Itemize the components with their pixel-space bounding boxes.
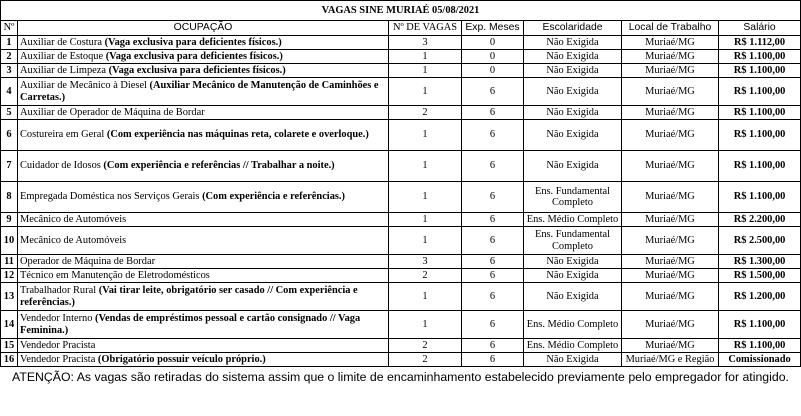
col-header-local: Local de Trabalho [622,21,719,36]
salary: R$ 1.100,00 [719,151,801,182]
occupation-notes: (Vaga exclusiva para deficientes físicos.) [108,64,286,76]
work-location: Muriaé/MG [622,182,719,213]
work-location: Muriaé/MG [622,50,719,64]
salary: R$ 1.100,00 [719,78,801,106]
row-number: 10 [1,227,18,255]
table-row [1,106,801,120]
education-level: Ens. Fundamental Completo [524,182,622,213]
work-location: Muriaé/MG [622,339,719,353]
col-header-salario: Salário [719,21,801,36]
occupation-cell [18,213,389,227]
table-row [1,182,801,213]
row-number: 11 [1,255,18,269]
work-location: Muriaé/MG [622,64,719,78]
vacancies-count: 1 [389,120,462,151]
salary: R$ 1.500,00 [719,269,801,283]
table-row [1,283,801,311]
salary: R$ 1.100,00 [719,120,801,151]
row-number: 1 [1,36,18,50]
table-row [1,227,801,255]
occupation-name: Empregada Doméstica nos Serviços Gerais [20,191,203,203]
row-number: 13 [1,283,18,311]
occupation-name: Auxiliar de Estoque [20,50,106,62]
table-row [1,120,801,151]
experience-months: 6 [462,339,524,353]
salary: R$ 1.200,00 [719,283,801,311]
occupation-cell [18,50,389,64]
table-row [1,151,801,182]
table-row [1,353,801,367]
vacancies-count: 2 [389,339,462,353]
occupation-notes: (Com experiência e referências // Trabalhar a noite.) [103,160,335,172]
education-level: Ens. Médio Completo [524,339,622,353]
experience-months: 6 [462,120,524,151]
salary: R$ 1.112,00 [719,36,801,50]
occupation-notes: (Com experiência nas máquinas reta, colarete e overloque.) [106,129,369,141]
occupation-notes: (Auxiliar Mecânico de Manutenção de Caminhões e Carretas.) [20,80,379,103]
row-number: 7 [1,151,18,182]
row-number: 6 [1,120,18,151]
row-number: 15 [1,339,18,353]
occupation-cell [18,269,389,283]
occupation-cell [18,36,389,50]
table-row [1,255,801,269]
vacancies-count: 3 [389,36,462,50]
table-row [1,36,801,50]
occupation-cell [18,120,389,151]
occupation-cell [18,227,389,255]
salary: R$ 1.100,00 [719,64,801,78]
row-number: 8 [1,182,18,213]
occupation-notes: (Com experiência e referências.) [202,191,345,203]
occupation-cell [18,182,389,213]
work-location: Muriaé/MG [622,283,719,311]
salary: R$ 2.500,00 [719,227,801,255]
vacancies-count: 3 [389,255,462,269]
occupation-cell [18,255,389,269]
experience-months: 6 [462,106,524,120]
col-header-escolaridade: Escolaridade [524,21,622,36]
education-level: Não Exigida [524,50,622,64]
occupation-name: Vendedor Pracista [20,339,96,351]
education-level: Não Exigida [524,151,622,182]
experience-months: 6 [462,182,524,213]
occupation-cell [18,106,389,120]
work-location: Muriaé/MG [622,151,719,182]
occupation-name: Auxiliar de Costura [20,36,105,48]
vacancies-count: 2 [389,106,462,120]
occupation-notes: (Vai tirar leite, obrigatório ser casado // Com experiência e referências.) [20,285,358,308]
vacancies-count: 1 [389,50,462,64]
experience-months: 6 [462,213,524,227]
education-level: Não Exigida [524,269,622,283]
table-body [1,36,801,367]
work-location: Muriaé/MG [622,106,719,120]
occupation-cell [18,78,389,106]
title-row [1,1,801,21]
education-level: Não Exigida [524,36,622,50]
vacancies-count: 1 [389,78,462,106]
education-level: Não Exigida [524,106,622,120]
occupation-name: Costureira em Geral [20,129,107,141]
experience-months: 6 [462,311,524,339]
table-row [1,64,801,78]
table-row [1,213,801,227]
occupation-name: Mecânico de Automóveis [20,234,127,246]
table-row [1,311,801,339]
education-level: Ens. Médio Completo [524,213,622,227]
salary: R$ 1.300,00 [719,255,801,269]
education-level: Não Exigida [524,283,622,311]
occupation-name: Auxiliar de Mecânico à Diesel [20,80,150,91]
experience-months: 6 [462,78,524,106]
salary: R$ 1.100,00 [719,182,801,213]
occupation-name: Vendedor Interno [20,313,96,324]
education-level: Não Exigida [524,64,622,78]
table-row [1,339,801,353]
occupation-cell [18,283,389,311]
experience-months: 6 [462,255,524,269]
row-number: 14 [1,311,18,339]
work-location: Muriaé/MG [622,311,719,339]
experience-months: 0 [462,64,524,78]
vacancies-count: 1 [389,213,462,227]
row-number: 5 [1,106,18,120]
table-row [1,78,801,106]
col-header-exp: Exp. Meses [462,21,524,36]
occupation-name: Técnico em Manutenção de Eletrodomésticos [20,269,210,281]
work-location: Muriaé/MG [622,120,719,151]
experience-months: 6 [462,353,524,367]
experience-months: 6 [462,227,524,255]
occupation-name: Trabalhador Rural [20,285,99,296]
vacancies-count: 1 [389,64,462,78]
experience-months: 0 [462,50,524,64]
occupation-name: Auxiliar de Operador de Máquina de Bordar [20,106,205,118]
occupation-cell [18,64,389,78]
work-location: Muriaé/MG [622,36,719,50]
table-row [1,50,801,64]
work-location: Muriaé/MG [622,78,719,106]
occupation-name: Operador de Máquina de Bordar [20,255,156,267]
education-level: Não Exigida [524,255,622,269]
occupation-notes: (Obrigatório possuir veículo próprio.) [97,353,266,365]
occupation-notes: (Vaga exclusiva para deficientes físicos.) [105,50,283,62]
row-number: 2 [1,50,18,64]
experience-months: 0 [462,36,524,50]
row-number: 16 [1,353,18,367]
education-level: Ens. Fundamental Completo [524,227,622,255]
salary: R$ 2.200,00 [719,213,801,227]
vacancies-count: 1 [389,283,462,311]
education-level: Não Exigida [524,120,622,151]
work-location: Muriaé/MG [622,213,719,227]
occupation-notes: (Vendas de empréstimos pessoal e cartão consignado // Vaga Feminina.) [20,313,361,336]
page-title: VAGAS SINE MURIAÉ 05/08/2021 [1,1,801,21]
salary: Comissionado [719,353,801,367]
work-location: Muriaé/MG [622,269,719,283]
row-number: 4 [1,78,18,106]
occupation-name: Auxiliar de Limpeza [20,64,109,76]
experience-months: 6 [462,269,524,283]
occupation-name: Mecânico de Automóveis [20,213,127,225]
col-header-ocupacao: OCUPAÇÃO [18,21,389,36]
experience-months: 6 [462,151,524,182]
table-row [1,269,801,283]
salary: R$ 1.100,00 [719,50,801,64]
occupation-notes: (Vaga exclusiva para deficientes físicos.) [104,36,282,48]
occupation-cell [18,311,389,339]
header-row [1,21,801,36]
vacancies-count: 1 [389,227,462,255]
salary: R$ 1.100,00 [719,106,801,120]
vacancies-count: 2 [389,269,462,283]
occupation-cell [18,353,389,367]
col-header-vagas: Nº DE VAGAS [389,21,462,36]
occupation-cell [18,151,389,182]
row-number: 3 [1,64,18,78]
vacancies-count: 1 [389,151,462,182]
work-location: Muriaé/MG [622,255,719,269]
row-number: 9 [1,213,18,227]
work-location: Muriaé/MG [622,227,719,255]
vacancies-count: 1 [389,311,462,339]
col-header-num: Nº [1,21,18,36]
education-level: Ens. Médio Completo [524,311,622,339]
occupation-name: Cuidador de Idosos [20,160,104,172]
salary: R$ 1.100,00 [719,311,801,339]
experience-months: 6 [462,283,524,311]
vacancies-count: 2 [389,353,462,367]
row-number: 12 [1,269,18,283]
education-level: Não Exigida [524,353,622,367]
footer-note: ATENÇÃO: As vagas são retiradas do sistema assim que o limite de encaminhamento estabelecido previamente pelo empregador for atingido. [12,370,789,384]
occupation-name: Vendedor Pracista [20,353,98,365]
education-level: Não Exigida [524,78,622,106]
salary: R$ 1.100,00 [719,339,801,353]
occupation-cell [18,339,389,353]
work-location: Muriaé/MG e Região [622,353,719,367]
vacancies-count: 1 [389,182,462,213]
